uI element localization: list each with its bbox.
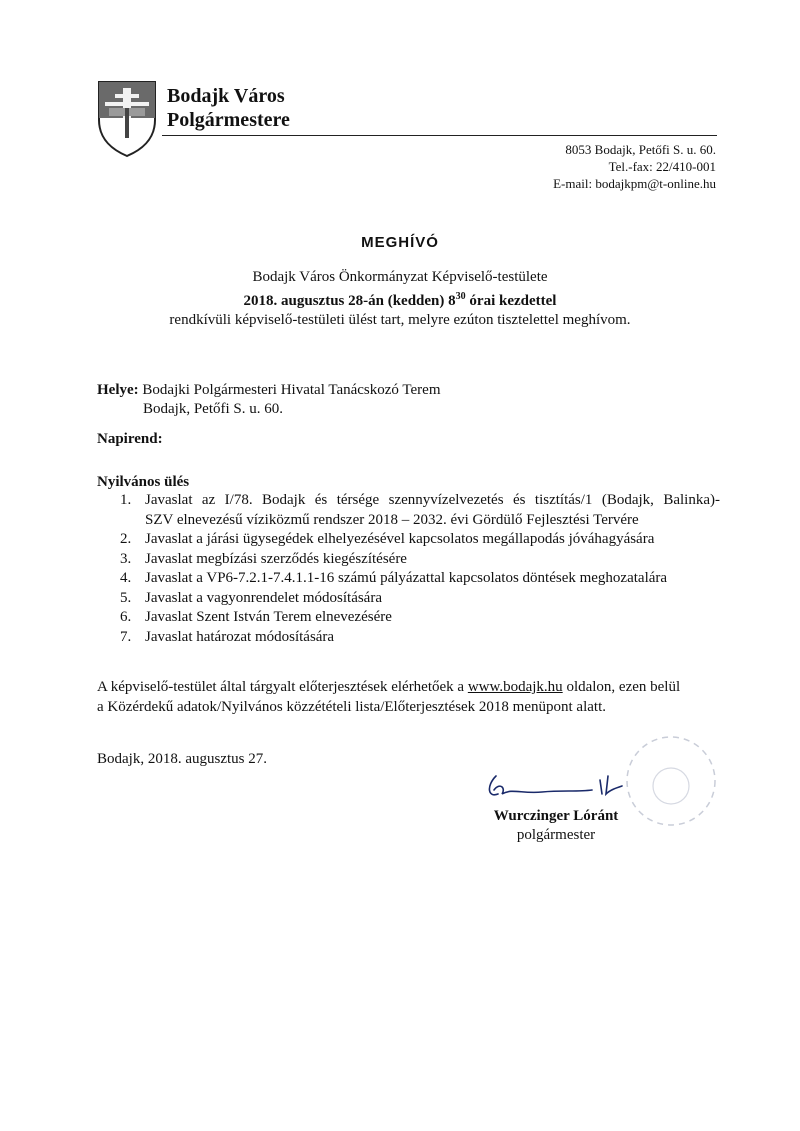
handwritten-signature (482, 768, 632, 808)
agenda-item-number: 3. (120, 550, 132, 567)
closing-text-2: oldalon, ezen belül (562, 679, 681, 695)
agenda-item-text: Javaslat a vagyonrendelet módosítására (145, 589, 382, 606)
agenda-item (120, 569, 720, 589)
agenda-heading: Napirend: (97, 431, 163, 447)
agenda-item (120, 550, 720, 570)
agenda-item-text-cont: SZV elnevezésű víziközmű rendszer 2018 – 2032. évi Gördülő Fejlesztési Tervére (145, 511, 639, 528)
signer-role: polgármester (516, 827, 596, 843)
coat-of-arms-icon (97, 80, 157, 158)
signer-name: Wurczinger Lóránt (493, 808, 619, 824)
agenda-list (120, 491, 720, 647)
address: 8053 Bodajk, Petőfi S. u. 60. (565, 142, 716, 157)
closing-paragraph (97, 678, 727, 717)
header-divider (162, 135, 717, 136)
agenda-item-number: 5. (120, 589, 132, 606)
agenda-item-number: 2. (120, 531, 132, 547)
agenda-item (120, 589, 720, 609)
venue-label: Helye: (97, 382, 139, 398)
agenda-item (120, 530, 720, 550)
agenda-item-text: Javaslat az I/78. Bodajk és térsége szennyvízelvezetés és tisztítás/1 (Bodajk, Balinka)- (145, 492, 720, 508)
agenda-item-number: 1. (120, 492, 132, 508)
org-name: Bodajk Város (167, 85, 285, 107)
place-date: Bodajk, 2018. augusztus 27. (97, 751, 267, 767)
agenda-item-number: 4. (120, 570, 132, 586)
email: E-mail: bodajkpm@t-online.hu (553, 176, 716, 191)
phone: Tel.-fax: 22/410-001 (608, 159, 716, 174)
agenda-item (120, 628, 720, 648)
agenda-item-number: 6. (120, 609, 132, 625)
contact-block (553, 141, 716, 192)
venue-line-1: Bodajki Polgármesteri Hivatal Tanácskozó Terem (138, 382, 441, 398)
closing-line-2: a Közérdekű adatok/Nyilvános közzétételi lista/Előterjesztések 2018 menüpont alatt. (97, 698, 606, 715)
intro-line-3: rendkívüli képviselő-testületi ülést tart, melyre ezúton tisztelettel meghívom. (169, 312, 631, 328)
agenda-item-text: Javaslat a járási ügysegédek elhelyezésével kapcsolatos megállapodás jóváhagyására (145, 531, 655, 547)
meeting-time-rest: órai kezdettel (465, 293, 557, 309)
venue-line-2: Bodajk, Petőfi S. u. 60. (143, 401, 284, 417)
org-subtitle: Polgármestere (167, 109, 290, 131)
meeting-date: 2018. augusztus 28-án (kedden) 8 (243, 293, 456, 309)
agenda-item-text: Javaslat határozat módosítására (145, 628, 335, 645)
agenda-item-text: Javaslat megbízási szerződés kiegészítésére (145, 550, 407, 567)
venue (97, 381, 441, 419)
public-session-heading: Nyilvános ülés (97, 474, 190, 490)
closing-text-1: A képviselő-testület által tárgyalt előterjesztések elérhetőek a (97, 679, 468, 695)
agenda-item-text: Javaslat a VP6-7.2.1-7.4.1.1-16 számú pályázattal kapcsolatos döntések meghozatalára (145, 570, 668, 586)
intro (0, 268, 800, 330)
meeting-time-minutes: 30 (455, 291, 466, 302)
page-title: MEGHÍVÓ (361, 234, 439, 251)
agenda-item-text: Javaslat Szent István Terem elnevezésére (145, 609, 392, 625)
agenda-item (120, 608, 720, 628)
agenda-item-number: 7. (120, 628, 132, 645)
agenda-item (120, 491, 720, 530)
intro-line-2 (0, 287, 800, 311)
intro-line-1: Bodajk Város Önkormányzat Képviselő-testülete (252, 269, 548, 285)
signer-block (478, 807, 634, 845)
website-link[interactable]: www.bodajk.hu (467, 679, 563, 695)
